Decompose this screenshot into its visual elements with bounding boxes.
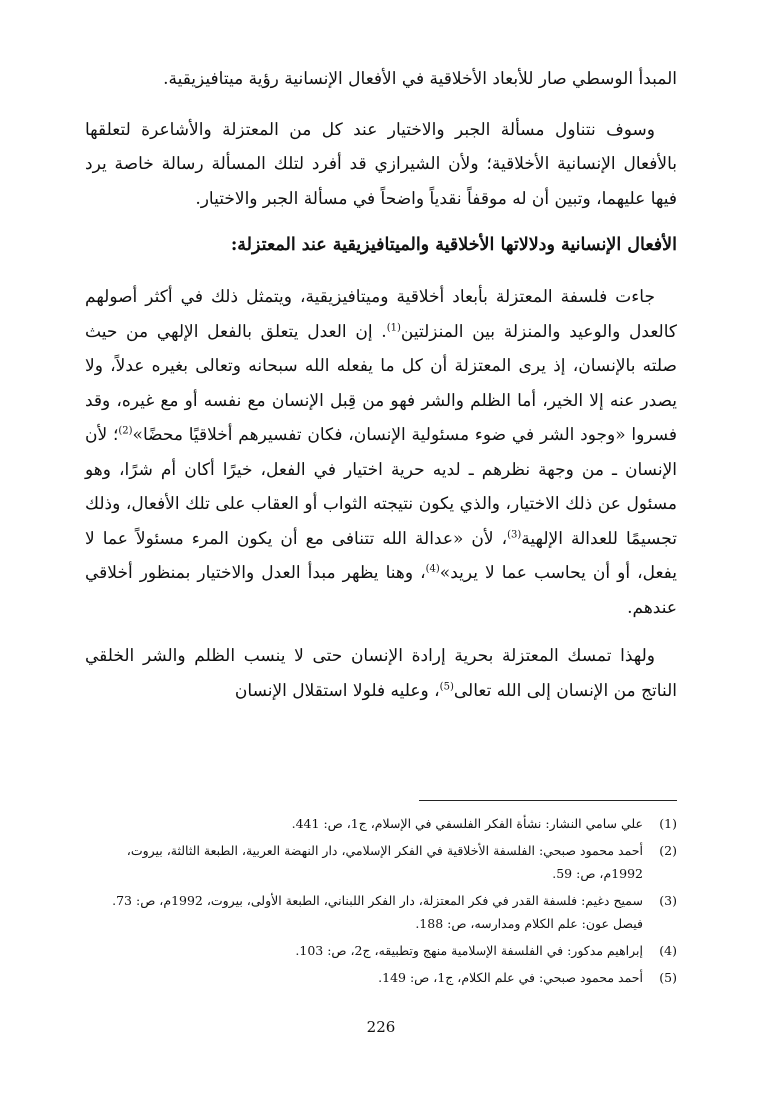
footnote-item: [85, 966, 677, 989]
footnote-ref-3[interactable]: (3): [507, 528, 522, 540]
footnote-separator: [419, 800, 677, 801]
paragraph-2: وسوف نتناول مسألة الجبر والاختيار عند كل من المعتزلة والأشاعرة لتعلقها بالأفعال الإنسانية الأخلاقية؛ ولأن الشيرازي قد أفرد لتلك المسألة رسالة خاصة يرد فيها عليهما، وتبين أن له موقفاً نقدياً واضحاً في مسألة الجبر والاختيار.: [85, 119, 677, 209]
footnote-ref-1[interactable]: (1): [386, 321, 401, 333]
footnote-text: سميح دغيم: فلسفة القدر في فكر المعتزلة، دار الفكر اللبناني، الطبعة الأولى، بيروت، 1992م، ص: 73. فيصل عون: علم الكلام ومدارسه، ص: 188.: [112, 893, 643, 931]
section-heading: الأفعال الإنسانية ودلالاتها الأخلاقية والميتافيزيقية عند المعتزلة:: [230, 235, 677, 255]
footnote-item: [85, 839, 677, 885]
footnote-item: [85, 812, 677, 835]
footnote-number: (2): [659, 843, 677, 858]
paragraph-3-part-c: ؛ لأن الإنسان ـ من وجهة نظرهم ـ لديه حرية اختيار في الفعل، خيرًا أكان أم شرًا، وهو مسئول عن ذلك الاختيار، والذي يكون نتيجته الثواب أو العقاب على تلك الأفعال، وذلك تجسيمًا للعدالة الإلهية: [85, 425, 677, 549]
paragraph-1: المبدأ الوسطي صار للأبعاد الأخلاقية في الأفعال الإنسانية رؤية ميتافيزيقية.: [163, 69, 677, 89]
footnote-ref-4[interactable]: (4): [425, 563, 440, 575]
paragraph-3-part-e: ، وهنا يظهر مبدأ العدل والاختيار بمنظور أخلاقي عندهم.: [85, 563, 677, 618]
footnote-number: (3): [659, 893, 677, 908]
footnotes: [85, 812, 677, 993]
footnote-text: أحمد محمود صبحي: في علم الكلام، ج1، ص: 149.: [378, 970, 643, 985]
footnote-number: (5): [659, 970, 677, 985]
footnote-text: إبراهيم مدكور: في الفلسفة الإسلامية منهج وتطبيقه، ج2، ص: 103.: [295, 943, 643, 958]
footnote-text: علي سامي النشار: نشأة الفكر الفلسفي في الإسلام، ج1، ص: 441.: [291, 816, 643, 831]
paragraph-4-part-b: ، وعليه فلولا استقلال الإنسان: [234, 680, 440, 701]
page-body: [85, 62, 677, 708]
paragraph-4: [85, 639, 677, 708]
footnote-ref-2[interactable]: (2): [118, 425, 133, 437]
paragraph-4-part-a: ولهذا تمسك المعتزلة بحرية إرادة الإنسان حتى لا ينسب الظلم والشر الخلقي الناتج من الإنسان إلى الله تعالى: [85, 646, 677, 701]
page-number: 226: [366, 1018, 396, 1036]
footnote-item: [85, 939, 677, 962]
paragraph-3-part-d: ، لأن «عدالة الله تتنافى مع أن يكون المرء مسئولاً عما لا يفعل، أو أن يحاسب عما لا يريد»: [85, 528, 677, 583]
paragraph-3: [85, 280, 677, 625]
footnote-number: (1): [659, 816, 677, 831]
paragraph-3-part-b: . إن العدل يتعلق بالفعل الإلهي من حيث صلته بالإنسان، إذ يرى المعتزلة أن كل ما يفعله الله سبحانه وتعالى بغيره عدلاً، ولا يصدر عنه إلا الخير، أما الظلم والشر فهو من قِبل الإنسان مع نفسه أو مع غيره، وقد فسروا «وجود الشر في ضوء مسئولية الإنسان، فكان تفسيرهم أخلاقيًا محضًا»: [85, 321, 677, 445]
footnote-text: أحمد محمود صبحي: الفلسفة الأخلاقية في الفكر الإسلامي، دار النهضة العربية، الطبعة الثالثة، بيروت، 1992م، ص: 59.: [126, 843, 643, 881]
paragraph-3-part-a: جاءت فلسفة المعتزلة بأبعاد أخلاقية وميتافيزيقية، ويتمثل ذلك في أكثر أصولهم كالعدل والوعيد والمنزلة بين المنزلتين: [85, 287, 677, 342]
footnote-number: (4): [659, 943, 677, 958]
footnote-item: [85, 889, 677, 935]
footnote-ref-5[interactable]: (5): [439, 680, 454, 692]
